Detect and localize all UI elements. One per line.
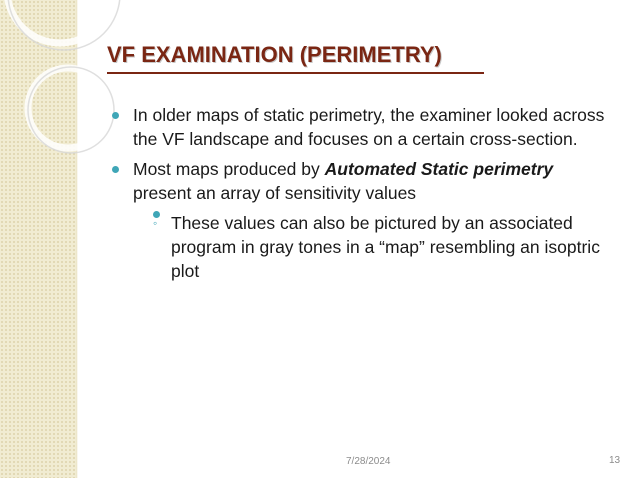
slide-number: 13 <box>609 455 621 466</box>
footer-date: 7/28/2024 <box>346 456 391 467</box>
bullet-text-suffix: present an array of sensitivity values <box>133 183 417 203</box>
bullet-text-prefix: Most maps produced by <box>133 159 325 179</box>
title-underline <box>107 72 484 74</box>
slide-title: VF EXAMINATION (PERIMETRY) <box>107 42 442 67</box>
sub-bullet-text: These values can also be pictured by an associated program in gray tones in a “map” resembling an isoptric plot <box>171 213 600 281</box>
bullet-dot-icon <box>112 112 119 119</box>
hollow-circle-bullet-icon: ◦ <box>153 211 160 218</box>
bullet-dot-icon <box>112 166 119 173</box>
sub-bullet-item <box>133 211 612 283</box>
slide-body <box>112 103 612 289</box>
bullet-text: In older maps of static perimetry, the examiner looked across the VF landscape and focuses on a certain cross-section. <box>133 105 605 149</box>
bullet-item <box>112 103 612 151</box>
bullet-emphasis: Automated Static perimetry <box>324 159 554 179</box>
bullet-item <box>112 157 612 283</box>
